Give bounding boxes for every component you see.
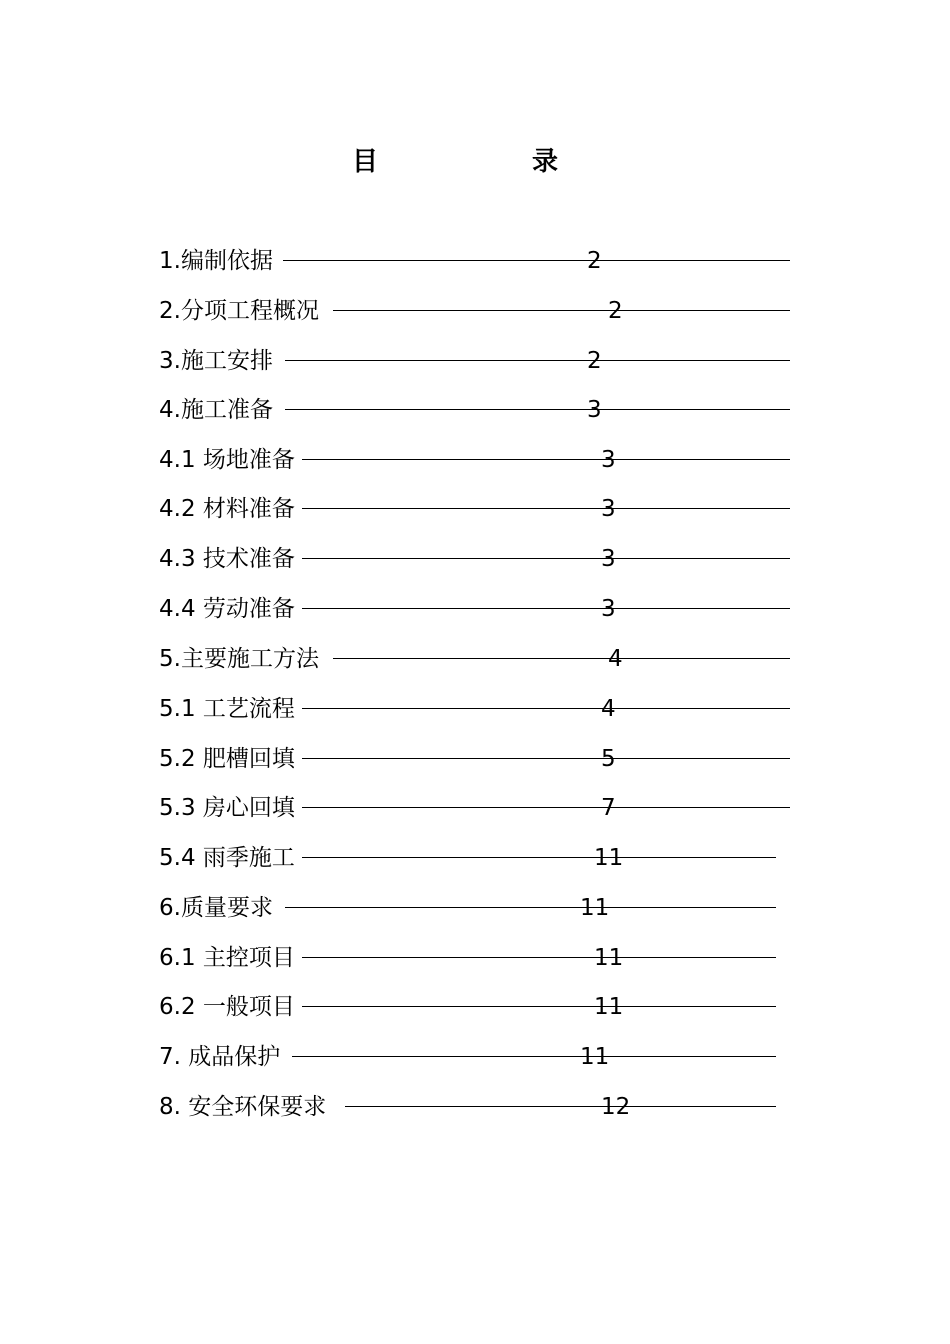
toc-entry-label: 5.2 肥槽回填: [159, 746, 295, 772]
toc-entry-page: 3: [601, 546, 616, 572]
toc-entry-label: 4.施工准备: [159, 397, 273, 423]
toc-leader-line: [302, 807, 790, 808]
toc-entry: [0, 591, 950, 627]
toc-entry-page: 7: [601, 795, 616, 821]
toc-entry: [0, 641, 950, 677]
toc-entry-label: 7. 成品保护: [159, 1044, 281, 1070]
toc-entry-page: 2: [587, 348, 602, 374]
toc-entry: [0, 343, 950, 379]
toc-leader-line: [285, 907, 776, 908]
toc-entry: [0, 1039, 950, 1075]
toc-entry-label: 4.1 场地准备: [159, 447, 295, 473]
toc-leader-line: [302, 508, 790, 509]
toc-entry-label: 4.4 劳动准备: [159, 596, 295, 622]
toc-entry-label: 8. 安全环保要求: [159, 1094, 327, 1120]
toc-entry-label: 6.质量要求: [159, 895, 273, 921]
toc-entry-page: 3: [601, 447, 616, 473]
toc-entry-label: 3.施工安排: [159, 348, 273, 374]
toc-entry: [0, 442, 950, 478]
toc-entry-label: 5.主要施工方法: [159, 646, 319, 672]
toc-leader-line: [302, 1006, 776, 1007]
toc-entry: [0, 491, 950, 527]
toc-entry: [0, 940, 950, 976]
toc-leader-line: [283, 260, 790, 261]
toc-entry-label: 5.3 房心回填: [159, 795, 295, 821]
toc-entry-label: 6.1 主控项目: [159, 945, 295, 971]
toc-entry: [0, 691, 950, 727]
toc-title: 目 录: [351, 147, 622, 177]
toc-entry-page: 4: [608, 646, 623, 672]
toc-entry-page: 3: [587, 397, 602, 423]
toc-entry-label: 6.2 一般项目: [159, 994, 295, 1020]
toc-leader-line: [292, 1056, 776, 1057]
toc-entry: [0, 989, 950, 1025]
toc-leader-line: [302, 857, 776, 858]
toc-entry-page: 2: [608, 298, 623, 324]
toc-leader-line: [285, 360, 790, 361]
toc-leader-line: [302, 708, 790, 709]
toc-entry-page: 11: [594, 994, 624, 1020]
toc-entry: [0, 840, 950, 876]
toc-entry-page: 5: [601, 746, 616, 772]
toc-entry-page: 11: [594, 945, 624, 971]
toc-entry-label: 2.分项工程概况: [159, 298, 319, 324]
toc-entry: [0, 293, 950, 329]
toc-entry: [0, 541, 950, 577]
toc-entry-label: 5.1 工艺流程: [159, 696, 295, 722]
toc-entry: [0, 1089, 950, 1125]
toc-entry-page: 11: [580, 895, 610, 921]
toc-leader-line: [302, 758, 790, 759]
toc-leader-line: [333, 310, 790, 311]
toc-leader-line: [302, 957, 776, 958]
toc-entry-page: 12: [601, 1094, 631, 1120]
toc-leader-line: [333, 658, 790, 659]
toc-entry-label: 4.3 技术准备: [159, 546, 295, 572]
toc-entry-label: 5.4 雨季施工: [159, 845, 295, 871]
toc-leader-line: [302, 558, 790, 559]
toc-entry-page: 2: [587, 248, 602, 274]
toc-entry-page: 11: [594, 845, 624, 871]
toc-entry-label: 1.编制依据: [159, 248, 273, 274]
toc-entry: [0, 392, 950, 428]
toc-entry-label: 4.2 材料准备: [159, 496, 295, 522]
toc-entry: [0, 890, 950, 926]
toc-entry: [0, 243, 950, 279]
toc-entry-page: 3: [601, 596, 616, 622]
toc-leader-line: [302, 459, 790, 460]
toc-leader-line: [302, 608, 790, 609]
toc-entry-page: 11: [580, 1044, 610, 1070]
toc-leader-line: [345, 1106, 776, 1107]
toc-entry-page: 3: [601, 496, 616, 522]
toc-entry: [0, 790, 950, 826]
toc-entry-page: 4: [601, 696, 616, 722]
toc-leader-line: [285, 409, 790, 410]
toc-entry: [0, 741, 950, 777]
